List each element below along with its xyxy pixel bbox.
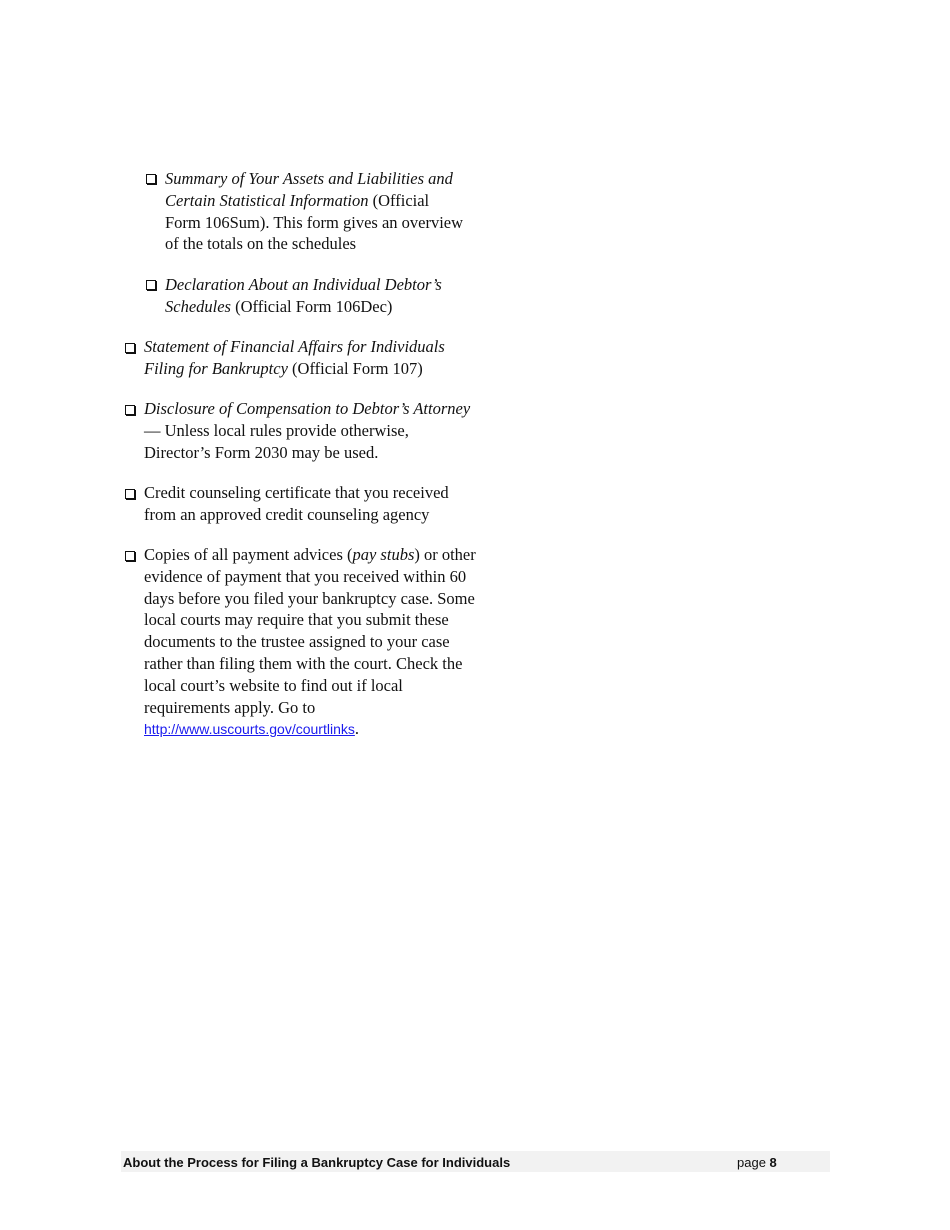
form-description: (Official Form 106Sum). This form gives an overview of the totals on the schedules bbox=[165, 190, 464, 254]
checkbox-icon[interactable] bbox=[146, 280, 156, 290]
checklist-item-payment-advices bbox=[144, 544, 482, 741]
form-description: — Unless local rules provide otherwise, Director’s Form 2030 may be used. bbox=[144, 420, 409, 462]
checklist-item-summary bbox=[165, 168, 465, 255]
checklist-item-credit-counseling bbox=[144, 482, 469, 526]
page-footer bbox=[121, 1151, 830, 1172]
checklist-item-statement bbox=[144, 336, 464, 380]
page-label: page bbox=[737, 1155, 766, 1170]
checklist-item-declaration bbox=[165, 274, 465, 318]
footer-title: About the Process for Filing a Bankruptcy Case for Individuals bbox=[123, 1155, 511, 1170]
item-text-end: . bbox=[354, 719, 359, 739]
form-title: Statement of Financial Affairs for Individuals Filing for Bankruptcy bbox=[144, 337, 445, 378]
courtlinks-link[interactable]: http://www.uscourts.gov/courtlinks bbox=[144, 721, 355, 738]
item-text-italic: pay stubs bbox=[352, 545, 415, 564]
checkbox-icon[interactable] bbox=[125, 551, 135, 561]
page-indicator bbox=[737, 1155, 777, 1170]
checkbox-icon[interactable] bbox=[125, 343, 135, 353]
form-title: Disclosure of Compensation to Debtor’s Attorney bbox=[144, 399, 471, 418]
checklist-item-disclosure bbox=[144, 398, 474, 463]
checkbox-icon[interactable] bbox=[125, 405, 135, 415]
item-text: ) or other evidence of payment that you received within 60 days before you filed your bankruptcy case. Some local courts may require that you submit these documents to the trustee assigned to your case rather than filing them with the court. Check the local court’s website to find out if local requirements apply. Go to bbox=[144, 545, 476, 717]
form-title: Declaration About an Individual Debtor’s Schedules bbox=[165, 275, 442, 316]
checkbox-icon[interactable] bbox=[146, 174, 156, 184]
form-description: (Official Form 107) bbox=[287, 358, 423, 378]
item-text: Credit counseling certificate that you received from an approved credit counseling agency bbox=[144, 483, 449, 524]
item-text: Copies of all payment advices ( bbox=[144, 545, 353, 564]
checkbox-icon[interactable] bbox=[125, 489, 135, 499]
form-title: Summary of Your Assets and Liabilities and Certain Statistical Information bbox=[165, 169, 453, 210]
form-description: (Official Form 106Dec) bbox=[230, 296, 393, 316]
page-number: 8 bbox=[769, 1155, 777, 1170]
